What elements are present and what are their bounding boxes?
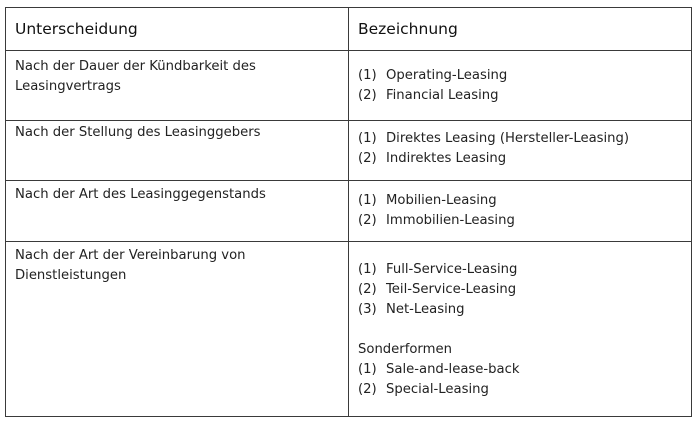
row-2-criterion: Nach der Stellung des Leasinggebers xyxy=(15,125,261,140)
list-item: (1) Direktes Leasing (Hersteller-Leasing) xyxy=(358,131,630,146)
list-item: (2) Immobilien-Leasing xyxy=(358,213,515,228)
list-item: (3) Net-Leasing xyxy=(358,302,465,317)
row-4-items xyxy=(358,260,688,400)
list-item: (2) Teil-Service-Leasing xyxy=(358,282,517,297)
header-unterscheidung: Unterscheidung xyxy=(15,20,138,38)
special-forms-heading: Sonderformen xyxy=(358,342,452,357)
row-divider xyxy=(6,241,691,242)
list-item: (2) Special-Leasing xyxy=(358,382,489,397)
list-item: (1) Full-Service-Leasing xyxy=(358,262,518,277)
row-2-items xyxy=(358,129,688,169)
row-3-items xyxy=(358,191,688,231)
row-divider xyxy=(6,120,691,121)
row-3-criterion: Nach der Art des Leasinggegenstands xyxy=(15,187,266,202)
row-divider xyxy=(6,180,691,181)
row-1-criterion: Nach der Dauer der Kündbarkeit des Leasingvertrags xyxy=(15,59,256,94)
list-item: (1) Operating-Leasing xyxy=(358,68,508,83)
header-bezeichnung: Bezeichnung xyxy=(358,20,458,38)
list-item: (2) Financial Leasing xyxy=(358,88,499,103)
list-item: (1) Mobilien-Leasing xyxy=(358,193,497,208)
header-divider xyxy=(6,50,691,51)
leasing-table xyxy=(5,7,692,417)
list-item: (2) Indirektes Leasing xyxy=(358,151,507,166)
row-1-items xyxy=(358,66,688,106)
column-divider xyxy=(348,8,349,416)
row-4-criterion: Nach der Art der Vereinbarung von Dienstleistungen xyxy=(15,248,246,283)
list-item: (1) Sale-and-lease-back xyxy=(358,362,520,377)
